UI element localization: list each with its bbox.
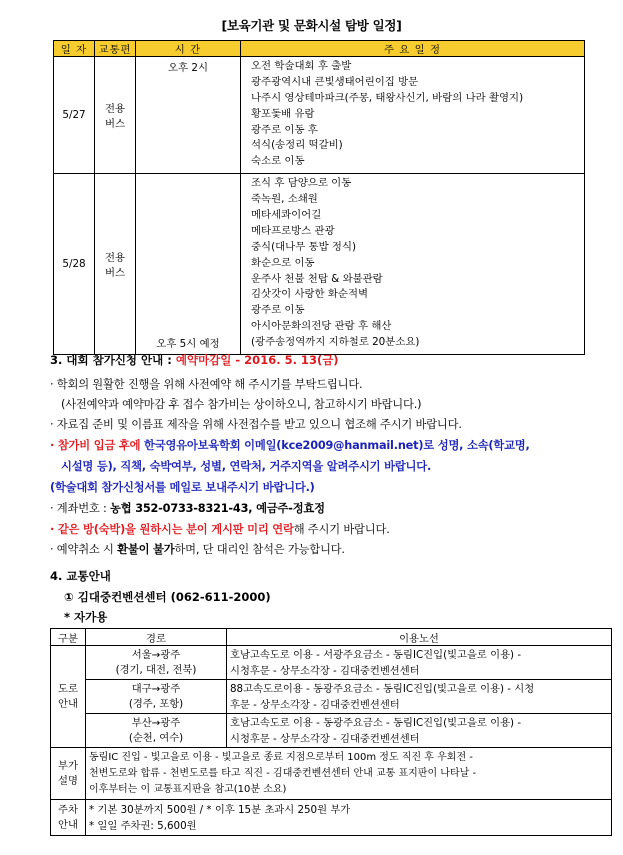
- route-origin: [86, 646, 227, 680]
- day1-transport-line2: 버스: [104, 118, 126, 131]
- route-origin-main: 서울→광주: [131, 648, 181, 661]
- day1-date: 5/27: [54, 57, 95, 174]
- day2-plan: [241, 174, 585, 355]
- parking-info-line: * 일일 주차권: 5,600원: [89, 819, 197, 832]
- venue-line: ① 김대중컨벤션센터 (062-611-2000): [64, 590, 271, 604]
- route-origin-sub: (순천, 여수): [128, 731, 184, 744]
- extra-info-label-line: 부가: [58, 759, 78, 772]
- car-subheading: * 자가용: [64, 610, 108, 624]
- schedule-row-day1: [54, 57, 585, 174]
- transport-header-row: [51, 629, 612, 646]
- day2-plan-item: 광주로 이동: [251, 304, 305, 317]
- parking-info-line: * 기본 30분까지 500원 / * 이후 15분 초과시 250원 부가: [89, 803, 351, 816]
- day2-transport-line2: 버스: [104, 267, 126, 280]
- route-origin-main: 대구→광주: [131, 682, 181, 695]
- header-date: 일 자: [54, 41, 95, 57]
- road-guide-label-line: 도로: [58, 682, 78, 695]
- account-prefix: · 계좌번호 :: [50, 502, 111, 515]
- route-line: 시청후문 - 상무소각장 - 김대중컨벤션센터: [230, 732, 420, 745]
- section3-line: (사전예약과 예약마감 후 접수 참가비는 상이하오니, 참고하시기 바랍니다.): [61, 398, 422, 411]
- day1-plan-item: 오전 학술대회 후 출발: [251, 60, 352, 72]
- route-lines: [227, 714, 612, 748]
- tour-schedule-table: [53, 40, 585, 355]
- day2-transport: [95, 174, 136, 355]
- refund-prefix: · 예약취소 시: [50, 543, 118, 556]
- day2-date: 5/28: [54, 174, 95, 355]
- document-title: [보육기관 및 문화시설 탐방 일정]: [221, 18, 402, 33]
- day1-plan-item: 황포돛배 유람: [251, 107, 315, 120]
- schedule-row-day2: [54, 174, 585, 355]
- header-plan: 주 요 일 정: [241, 41, 585, 57]
- road-guide-label: [51, 646, 86, 748]
- section4-heading: 4. 교통안내: [50, 569, 111, 583]
- day2-plan-item: 화순으로 이동: [251, 256, 315, 269]
- day2-plan-item: 조식 후 담양으로 이동: [251, 177, 352, 190]
- section3-line: · 학회의 원활한 진행을 위해 사전예약 해 주시기를 부탁드립니다.: [50, 378, 363, 391]
- day1-plan-item: 숙소로 이동: [251, 155, 305, 168]
- route-lines: [227, 646, 612, 680]
- schedule-header-row: [54, 41, 585, 57]
- day2-transport-line1: 전용: [104, 252, 126, 265]
- room-request-notice: · 같은 방(숙박)을 원하시는 분이 게시판 미리 연락: [50, 523, 294, 536]
- day1-time-start: 오후 2시: [167, 62, 209, 74]
- transport-table: [50, 628, 612, 836]
- day2-plan-item: 김삿갓이 사랑한 화순적벽: [251, 288, 369, 301]
- route-line: 시청후문 - 상무소각장 - 김대중컨벤션센터: [230, 664, 420, 677]
- route-origin: [86, 714, 227, 748]
- section3-deadline: 예약마감일 - 2016. 5. 13(금): [175, 353, 339, 367]
- header-transport: 교통편: [95, 41, 136, 57]
- parking-info-text: [86, 800, 612, 836]
- route-line: 후문 - 상무소각장 - 김대중컨벤션센터: [230, 698, 400, 711]
- route-line: 호남고속도로 이용 - 동광주요금소 - 동림IC진입(빛고을로 이용) -: [230, 716, 522, 729]
- section3-line: (학술대회 참가신청서를 메일로 보내주시기 바랍니다.): [50, 481, 315, 494]
- transport-row: [51, 680, 612, 714]
- day2-time-end: 오후 5시 예정: [156, 338, 220, 351]
- refund-bold: 환불이 불가: [117, 543, 175, 556]
- day1-plan-item: 광주로 이동 후: [251, 123, 318, 136]
- day1-plan: [241, 57, 585, 174]
- transport-header-category: 구분: [51, 629, 86, 646]
- section3-line: · 자료집 준비 및 이름표 제작을 위해 사전접수를 받고 있으니 협조해 주시기 바랍니다.: [50, 418, 462, 431]
- extra-info-line: 천변도로와 합류 - 천변도로를 타고 직진 - 김대중컨벤션센터 안내 교통 표지판이 나타날 -: [89, 767, 477, 779]
- route-line: 88고속도로이용 - 동광주요금소 - 동림IC진입(빛고을로 이용) - 시청: [230, 682, 535, 695]
- day1-plan-item: 석식(송정리 떡갈비): [251, 139, 343, 152]
- day1-time: [136, 57, 241, 174]
- day2-plan-item: 운주사 천불 천탑 & 와불관람: [251, 272, 383, 285]
- account-number: 농협 352-0733-8321-43, 예금주-정효정: [110, 502, 325, 515]
- route-origin-sub: (경주, 포항): [128, 697, 184, 710]
- section3-heading-text: 3. 대회 참가신청 안내 :: [50, 353, 176, 367]
- route-line: 호남고속도로 이용 - 서광주요금소 - 동림IC진입(빛고을로 이용) -: [230, 648, 522, 661]
- day1-transport-line1: 전용: [104, 103, 126, 116]
- extra-info-row: [51, 748, 612, 800]
- section3-refund-line: [50, 541, 610, 557]
- parking-info-label-line: 안내: [58, 818, 78, 831]
- room-request-rest: 해 주시기 바랍니다.: [293, 523, 390, 536]
- refund-rest: 하며, 단 대리인 참석은 가능합니다.: [174, 543, 345, 556]
- extra-info-label-line: 설명: [58, 774, 78, 787]
- day2-plan-item: 메타프로방스 관광: [251, 224, 335, 237]
- section3-account-line: [50, 500, 610, 516]
- extra-info-line: 이후부터는 이 교통표지판을 참고(10분 소요): [89, 783, 287, 795]
- transport-row: [51, 714, 612, 748]
- parking-info-label: [51, 800, 86, 836]
- section3-heading: [50, 352, 339, 368]
- day2-plan-item: 메타세콰이어길: [251, 209, 322, 222]
- route-lines: [227, 680, 612, 714]
- parking-info-label-line: 주차: [58, 803, 78, 816]
- day2-plan-item: (광주송정역까지 지하철로 20분소요): [251, 336, 420, 349]
- road-guide-label-line: 안내: [58, 697, 78, 710]
- day2-time: [136, 174, 241, 355]
- day2-plan-item: 중식(대나무 통밥 정식): [251, 240, 357, 253]
- transport-row: [51, 646, 612, 680]
- header-time: 시 간: [136, 41, 241, 57]
- section3-line: [50, 437, 610, 453]
- extra-info-text: [86, 748, 612, 800]
- transport-header-route: 경로: [86, 629, 227, 646]
- route-origin: [86, 680, 227, 714]
- day1-transport: [95, 57, 136, 174]
- extra-info-label: [51, 748, 86, 800]
- route-origin-sub: (경기, 대전, 전북): [115, 663, 197, 676]
- section3-room-line: [50, 521, 610, 537]
- day2-plan-item: 아시아문화의전당 관람 후 해산: [251, 320, 392, 333]
- day2-plan-item: 죽녹원, 소쇄원: [251, 193, 318, 206]
- transport-header-lines: 이용노선: [227, 629, 612, 646]
- section3-line4-red: · 참가비 입금 후에: [50, 439, 145, 452]
- section3-line4-blue: 한국영유아보육학회 이메일(kce2009@hanmail.net)로 성명, 소속(학교명,: [144, 439, 530, 452]
- extra-info-line: 동림IC 진입 - 빛고을로 이용 - 빛고을로 종료 지점으로부터 100m 정도 직진 후 우회전 -: [89, 751, 473, 763]
- day1-plan-item: 나주시 영상테마파크(주몽, 태왕사신기, 바람의 나라 촬영지): [251, 91, 524, 104]
- parking-info-row: [51, 800, 612, 836]
- section3-line: 시설명 등), 직책, 숙박여부, 성별, 연락처, 거주지역을 알려주시기 바랍니다.: [61, 460, 432, 473]
- route-origin-main: 부산→광주: [131, 716, 181, 729]
- day1-plan-item: 광주광역시내 큰빛생태어린이집 방문: [251, 75, 419, 88]
